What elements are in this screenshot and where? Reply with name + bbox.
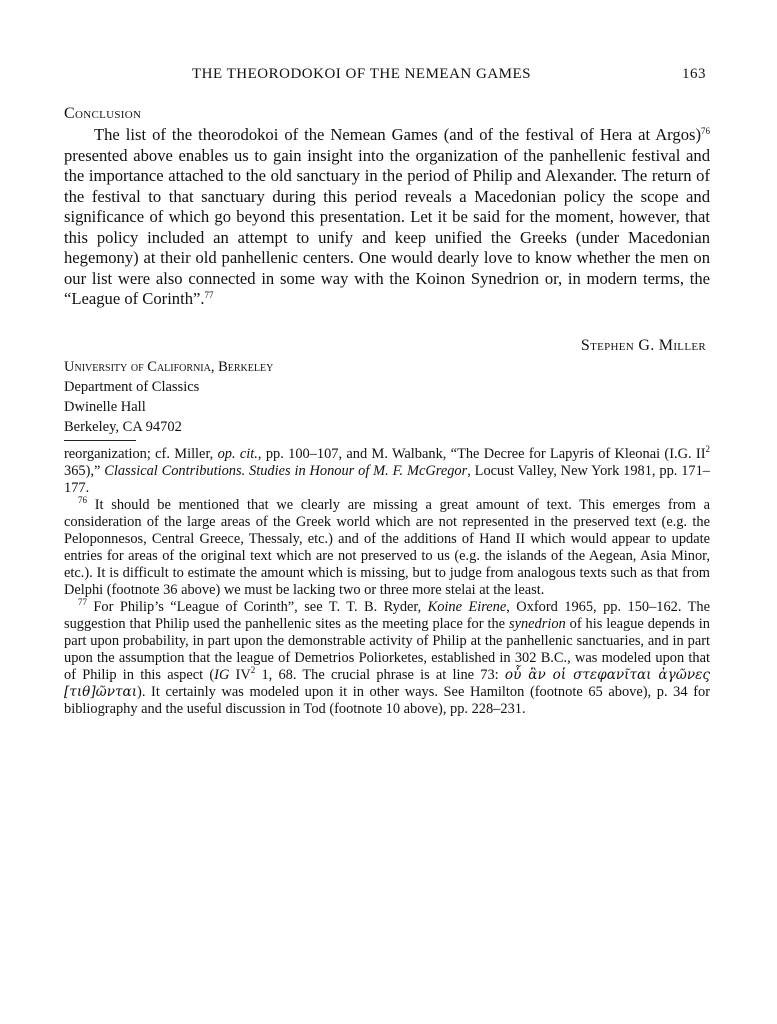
fn77-text-f: ). It certainly was modeled upon it in other ways. See Hamilton (footnote 65 above), p. 34 for bibliography and the useful discussion in Tod (footnote 10 above), pp. 228–231. — [64, 684, 710, 717]
footnote-continuation — [64, 446, 710, 497]
affiliation-city: Berkeley, CA 94702 — [64, 419, 182, 435]
fn77-synedrion: synedrion — [508, 616, 566, 632]
paragraph-text-1: The list of the theorodokoi of the Nemean Games (and of the festival of Hera at Argos) — [94, 125, 701, 144]
fn77-text-c: of his league depends in part upon probability, in part upon the demonstrable activity of Philip at the panhellenic sanctuaries, and in part upon the assumption that the league of Demetrios Poliorketes, established in 302 B.C., was modeled upon that of Philip in this aspect ( — [64, 616, 711, 683]
fn-cont-text-d: , Locust Valley, New York 1981, pp. 171–177. — [64, 463, 710, 496]
fn-cont-text-b: , pp. 100–107, and M. Walbank, “The Decree for Lapyris of Kleonai (I.G. II — [257, 446, 706, 462]
fn-cont-text-c: 365),” — [64, 463, 105, 479]
affiliation-building: Dwinelle Hall — [64, 399, 146, 415]
fn77-text-a: For Philip’s “League of Corinth”, see T. T. B. Ryder, — [87, 599, 428, 615]
footnote-76-text: It should be mentioned that we clearly are missing a great amount of text. This emerges from a consideration of the large areas of the Greek world which are not represented in the preserved text (e.g. the Peloponnesos, Central Greece, Thessaly, etc.) and of the additions of Hand II which would appear to update entries for areas of the original text which are not preserved to us (e.g. the islands of the Aegean, Asia Minor, etc.). It is difficult to estimate the amount which is missing, but to judge from analogous texts such as that from Delphi (footnote 36 above) we must be lacking two or three more stelai at the least. — [64, 497, 710, 598]
fn-cont-book-title: Classical Contributions. Studies in Honour of M. F. McGregor — [104, 463, 468, 479]
fn77-text-b: , Oxford 1965, pp. 150–162. The suggestion that Philip used the panhellenic sites as the meeting place for the — [64, 599, 710, 632]
author-name: Stephen G. Miller — [580, 337, 706, 354]
section-heading: Conclusion — [64, 105, 142, 122]
running-head — [0, 66, 777, 86]
fn-cont-text-a: reorganization; cf. Miller, — [64, 446, 218, 462]
footnote-77 — [64, 599, 710, 718]
footnote-ref-77: 77 — [204, 290, 214, 300]
footnote-number-76: 76 — [78, 495, 87, 505]
fn-cont-opcit: op. cit. — [217, 446, 258, 462]
fn77-ig: IG — [214, 667, 230, 683]
footnote-rule — [64, 440, 136, 441]
conclusion-paragraph — [64, 125, 710, 310]
page-number: 163 — [682, 66, 706, 82]
fn77-sup: 2 — [250, 665, 256, 675]
footnotes — [64, 446, 710, 718]
footnote-76 — [64, 497, 710, 599]
fn77-greek-phrase: οὗ ἂν οἱ στεφανῖται ἀγῶνες [τιθ]ῶνται — [64, 667, 710, 700]
affiliation-department: Department of Classics — [64, 379, 200, 395]
author-affiliation — [64, 357, 273, 437]
running-title: THE THEORODOKOI OF THE NEMEAN GAMES — [192, 66, 532, 82]
fn77-text-e: 1, 68. The crucial phrase is at line 73: — [255, 667, 505, 683]
footnote-number-77: 77 — [78, 597, 87, 607]
fn77-text-d: IV — [229, 667, 251, 683]
body-paragraph — [64, 125, 710, 310]
affiliation-university: University of California, Berkeley — [64, 359, 274, 375]
paragraph-text-2: presented above enables us to gain insight into the organization of the panhellenic festival and the importance attached to the old sanctuary in the period of Philip and Alexander. The return of the festival to that sanctuary during this period reveals a Macedonian policy the scope and significance of which go beyond this presentation. Let it be said for the moment, however, that this policy included an attempt to unify and keep unified the Greeks (under Macedonian hegemony) at their old panhellenic centers. One would dearly love to know whether the men on our list were also connected in some way with the Koinon Synedrion or, in modern terms, the “League of Corinth”. — [64, 145, 710, 308]
fn-cont-sup: 2 — [705, 444, 710, 454]
fn77-koine-eirene: Koine Eirene — [427, 599, 507, 615]
footnote-ref-76: 76 — [701, 126, 710, 136]
